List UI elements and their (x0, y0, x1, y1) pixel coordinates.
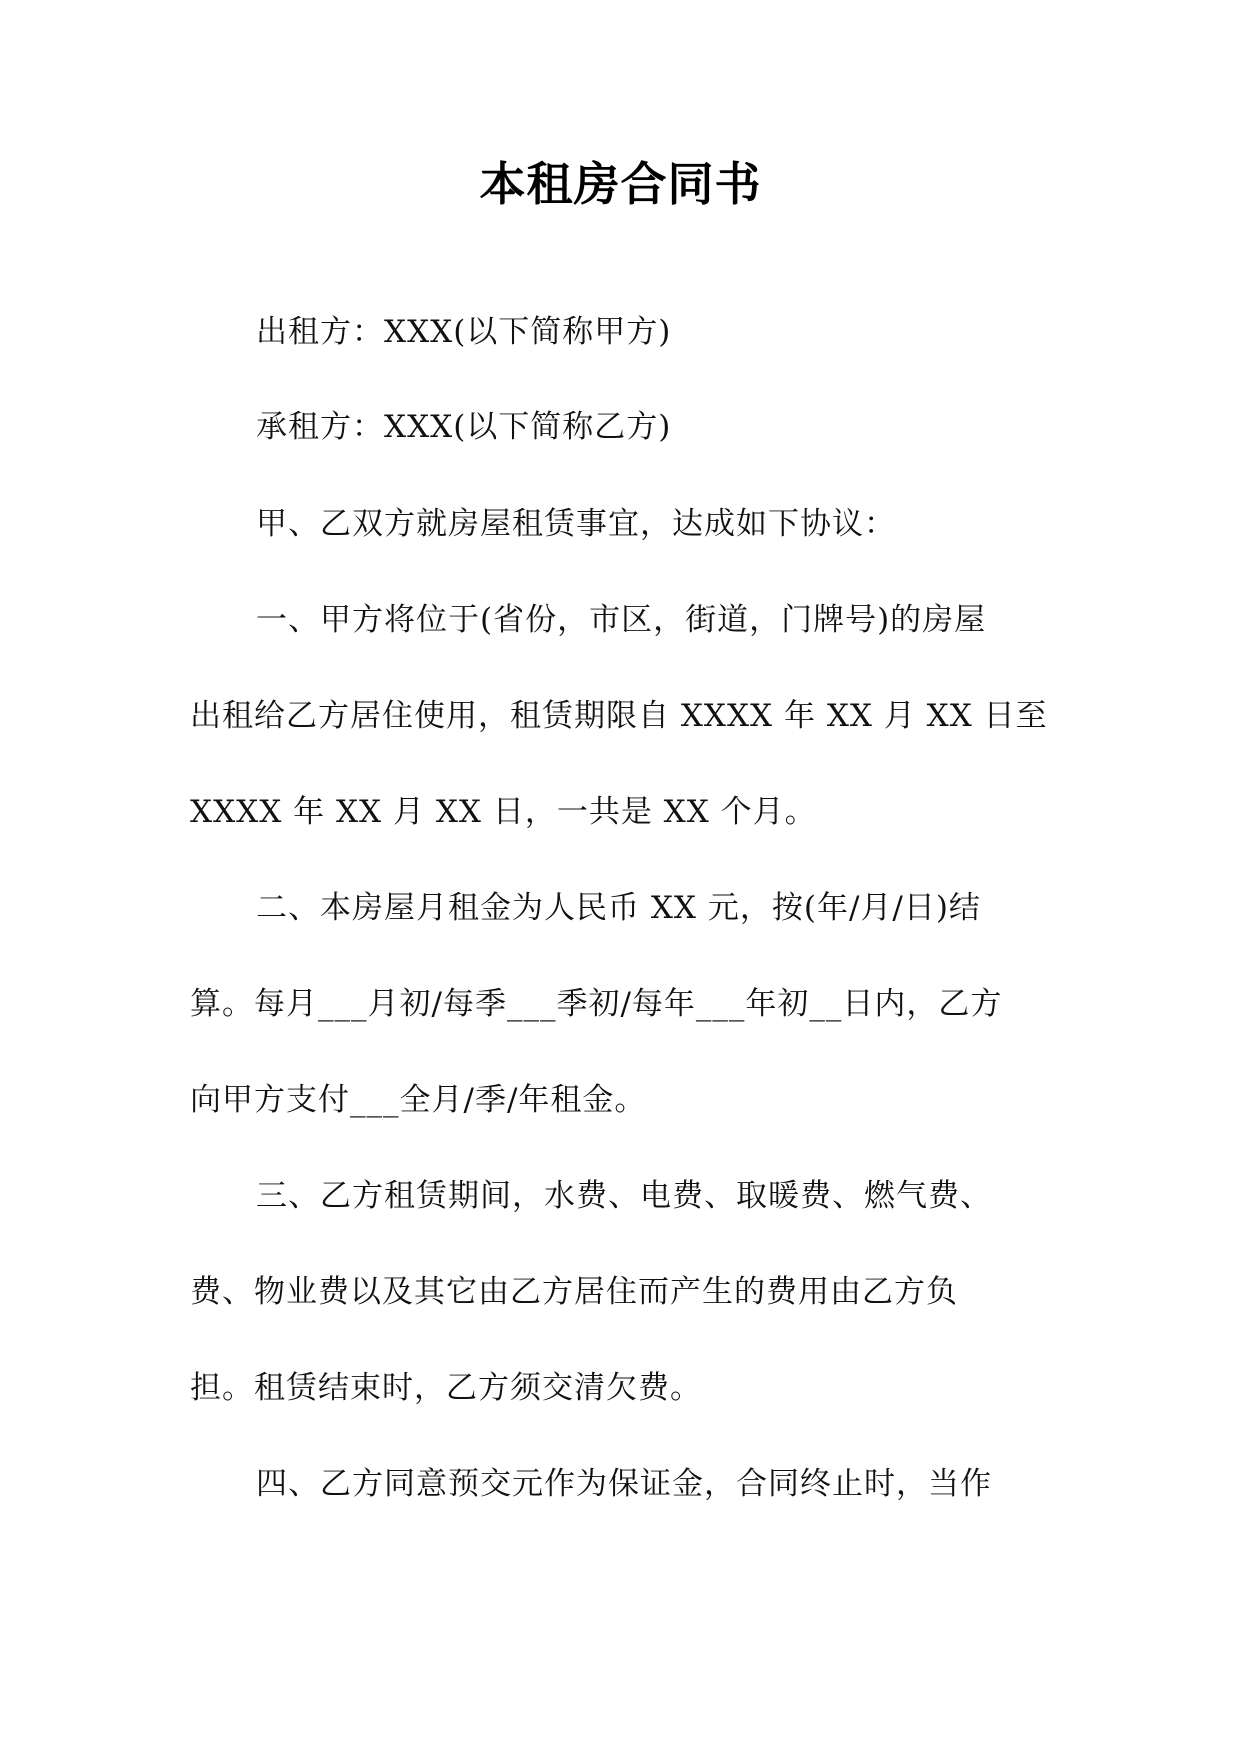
clause-2-line-3: 向甲方支付___全月/季/年租金。 (190, 1082, 647, 1118)
lessee-line: 承租方：XXX(以下简称乙方) (256, 409, 672, 445)
clause-2-line-2: 算。每月___月初/每季___季初/每年___年初__日内，乙方 (190, 986, 1003, 1022)
clause-3-line-1: 三、乙方租赁期间，水费、电费、取暖费、燃气费、 (256, 1178, 992, 1214)
clause-2-line-1: 二、本房屋月租金为人民币 XX 元，按(年/月/日)结 (256, 890, 981, 926)
clause-1-line-1: 一、甲方将位于(省份，市区，街道，门牌号)的房屋 (256, 602, 987, 638)
clause-1-line-3: XXXX 年 XX 月 XX 日，一共是 XX 个月。 (190, 794, 817, 830)
clause-4-line-1: 四、乙方同意预交元作为保证金，合同终止时，当作 (256, 1466, 992, 1502)
lessor-line: 出租方：XXX(以下简称甲方) (256, 314, 672, 350)
clause-3-line-3: 担。租赁结束时，乙方须交清欠费。 (190, 1370, 702, 1406)
document-title: 本租房合同书 (479, 157, 762, 211)
clause-1-line-2: 出租给乙方居住使用，租赁期限自 XXXX 年 XX 月 XX 日至 (190, 698, 1048, 734)
clause-3-line-2: 费、物业费以及其它由乙方居住而产生的费用由乙方负 (190, 1274, 958, 1310)
agreement-intro: 甲、乙双方就房屋租赁事宜，达成如下协议： (256, 506, 896, 542)
